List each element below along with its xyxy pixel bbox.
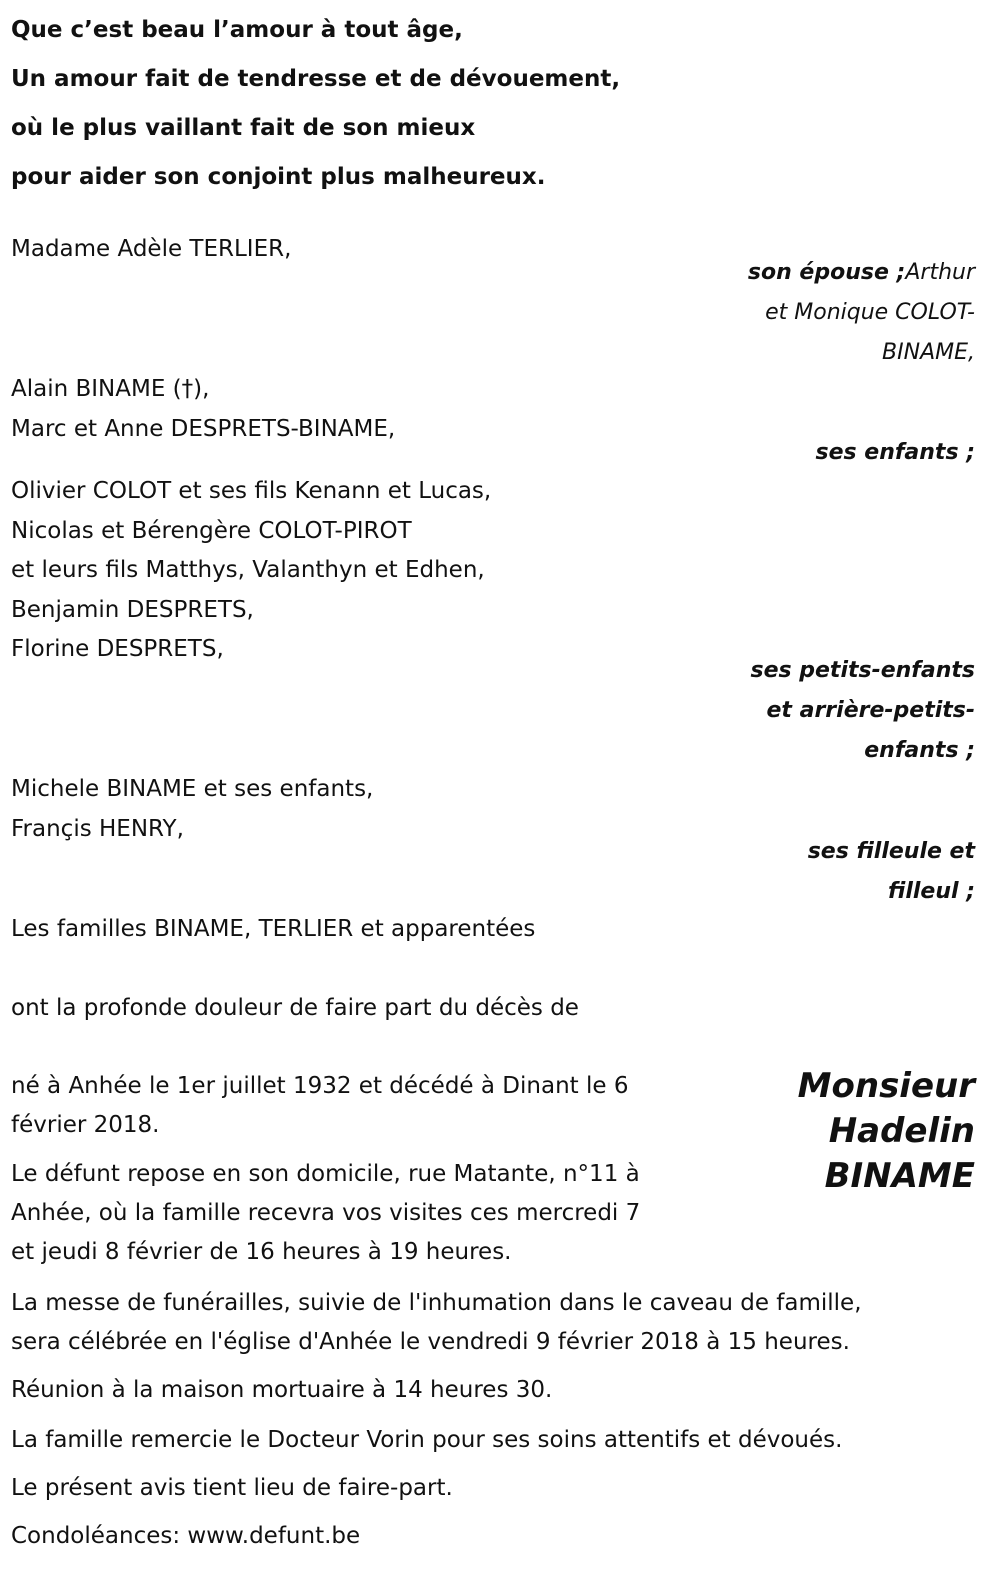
grandchild-name: Benjamin DESPRETS, bbox=[11, 596, 254, 623]
children-role-inline-2: et Monique COLOT- bbox=[765, 300, 975, 325]
repose-line: Le défunt repose en son domicile, rue Matante, n°11 à bbox=[11, 1161, 640, 1187]
reunion-paragraph bbox=[11, 1371, 552, 1410]
grandchild-name: Nicolas et Bérengère COLOT-PIROT bbox=[11, 517, 412, 544]
grandchildren-role bbox=[750, 651, 975, 771]
notice-paragraph bbox=[11, 1469, 453, 1508]
grandchild-name: Olivier COLOT et ses fils Kenann et Lucas, bbox=[11, 478, 492, 504]
birth-death-paragraph bbox=[11, 1067, 628, 1145]
deceased-name-line: BINAME bbox=[824, 1156, 975, 1196]
opening-poem bbox=[11, 6, 620, 202]
godchildren-role-line: ses filleule et bbox=[807, 839, 975, 864]
grandchildren-role-line: enfants ; bbox=[864, 738, 975, 763]
godchildren-role bbox=[808, 832, 975, 912]
funeral-paragraph bbox=[11, 1284, 862, 1362]
deceased-name bbox=[798, 1064, 975, 1199]
condolences-link[interactable]: Condoléances: www.defunt.be bbox=[11, 1523, 361, 1549]
godchild-name: Michele BINAME et ses enfants, bbox=[11, 776, 374, 802]
birth-death-line: né à Anhée le 1er juillet 1932 et décédé à Dinant le 6 bbox=[11, 1073, 629, 1099]
spouse-name bbox=[11, 230, 291, 270]
funeral-line: La messe de funérailles, suivie de l'inhumation dans le caveau de famille, bbox=[11, 1290, 862, 1316]
children-role-label: ses enfants ; bbox=[815, 440, 975, 465]
godchildren-names bbox=[11, 770, 373, 849]
poem-line: Un amour fait de tendresse et de dévouement, bbox=[11, 66, 621, 92]
poem-line: pour aider son conjoint plus malheureux. bbox=[11, 164, 546, 190]
child-name: Alain BINAME (†), bbox=[11, 376, 210, 402]
grandchildren-names bbox=[11, 472, 491, 670]
repose-paragraph bbox=[11, 1155, 640, 1272]
spouse-role bbox=[748, 253, 975, 373]
repose-line: Anhée, où la famille recevra vos visites ces mercredi 7 bbox=[11, 1200, 641, 1226]
deceased-name-line: Monsieur bbox=[797, 1066, 975, 1106]
families-line bbox=[11, 910, 535, 950]
children-role bbox=[816, 433, 976, 473]
grandchild-name: Florine DESPRETS, bbox=[11, 636, 224, 662]
thanks-paragraph bbox=[11, 1421, 842, 1460]
godchild-name: Françis HENRY, bbox=[11, 815, 184, 842]
grandchildren-role-line: ses petits-enfants bbox=[750, 658, 975, 683]
birth-death-line: février 2018. bbox=[11, 1112, 160, 1138]
notice-text: Le présent avis tient lieu de faire-part. bbox=[11, 1475, 453, 1501]
children-names bbox=[11, 370, 395, 449]
announcement-line bbox=[11, 989, 579, 1029]
families-text: Les familles BINAME, TERLIER et apparentées bbox=[11, 916, 536, 942]
reunion-text: Réunion à la maison mortuaire à 14 heures 30. bbox=[11, 1377, 553, 1403]
thanks-text: La famille remercie le Docteur Vorin pour ses soins attentifs et dévoués. bbox=[11, 1427, 843, 1453]
grandchild-name: et leurs fils Matthys, Valanthyn et Edhen, bbox=[11, 557, 485, 583]
godchildren-role-line: filleul ; bbox=[888, 879, 975, 904]
spouse-name-text: Madame Adèle TERLIER, bbox=[11, 236, 292, 262]
children-role-inline-3: BINAME, bbox=[882, 340, 975, 365]
children-role-inline-1: Arthur bbox=[905, 260, 975, 285]
child-name: Marc et Anne DESPRETS-BINAME, bbox=[11, 415, 396, 442]
spouse-role-label: son épouse ; bbox=[747, 260, 906, 285]
funeral-line: sera célébrée en l'église d'Anhée le vendredi 9 février 2018 à 15 heures. bbox=[11, 1329, 850, 1355]
poem-line: où le plus vaillant fait de son mieux bbox=[11, 115, 476, 141]
repose-line: et jeudi 8 février de 16 heures à 19 heures. bbox=[11, 1239, 512, 1265]
condolences-paragraph bbox=[11, 1517, 360, 1556]
announcement-text: ont la profonde douleur de faire part du décès de bbox=[11, 995, 579, 1021]
poem-line: Que c’est beau l’amour à tout âge, bbox=[11, 17, 463, 43]
grandchildren-role-line: et arrière-petits- bbox=[766, 698, 975, 723]
deceased-name-line: Hadelin bbox=[828, 1111, 975, 1151]
